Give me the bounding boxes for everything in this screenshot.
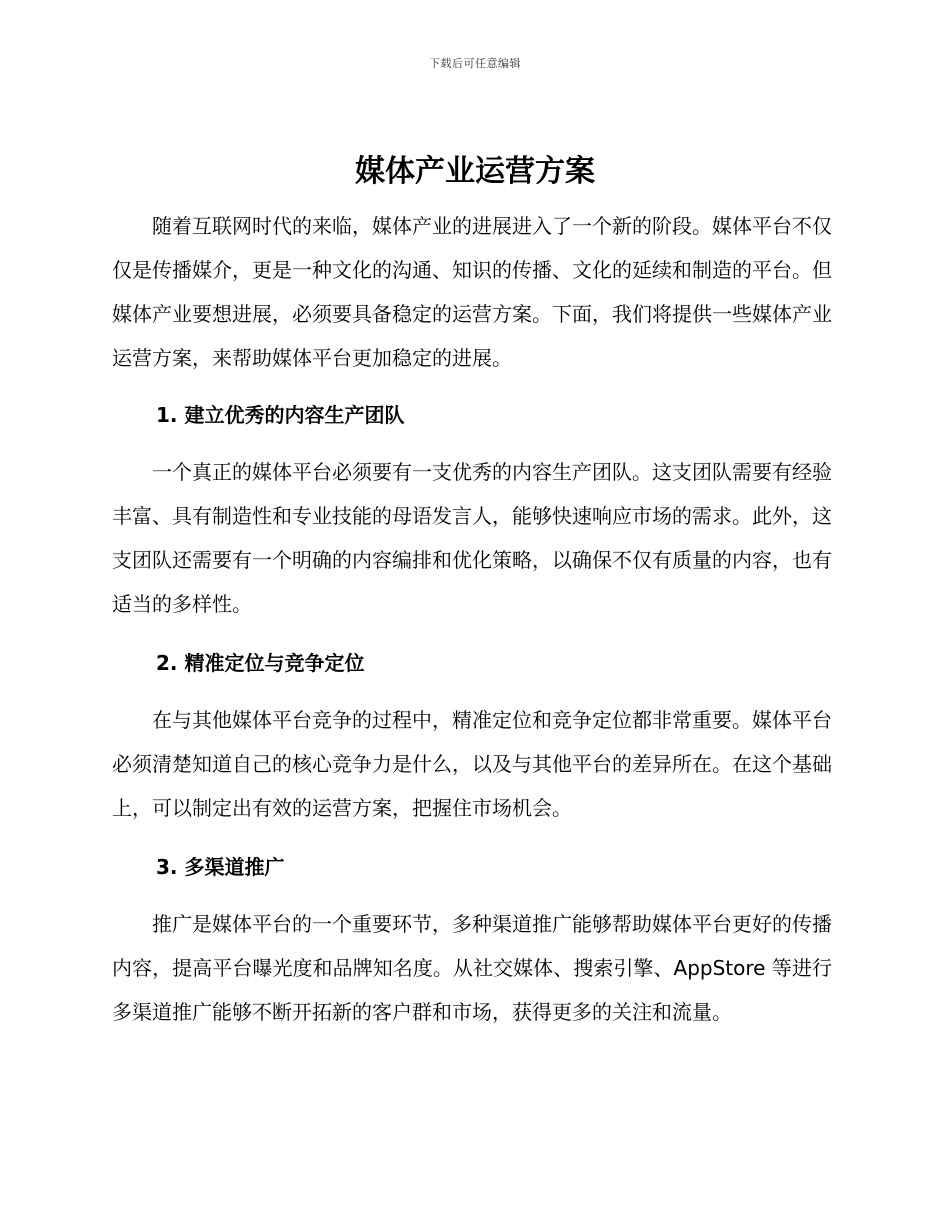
document-body (112, 204, 832, 1034)
intro-paragraph: 随着互联网时代的来临，媒体产业的进展进入了一个新的阶段。媒体平台不仅仅是传播媒介，更是一种文化的沟通、知识的传播、文化的延续和制造的平台。但媒体产业要想进展，必须要具备稳定的运营方案。下面，我们将提供一些媒体产业运营方案，来帮助媒体平台更加稳定的进展。 (112, 214, 832, 370)
section-heading-1: 1. 建立优秀的内容生产团队 (156, 403, 405, 427)
page-header-note: 下载后可任意编辑 (429, 57, 521, 70)
section-body-2: 在与其他媒体平台竞争的过程中，精准定位和竞争定位都非常重要。媒体平台必须清楚知道自己的核心竞争力是什么，以及与其他平台的差异所在。在这个基础上，可以制定出有效的运营方案，把握住市场机会。 (112, 708, 832, 820)
section-heading-3: 3. 多渠道推广 (156, 855, 285, 879)
section-body-1: 一个真正的媒体平台必须要有一支优秀的内容生产团队。这支团队需要有经验丰富、具有制造性和专业技能的母语发言人，能够快速响应市场的需求。此外，这支团队还需要有一个明确的内容编排和优化策略，以确保不仅有质量的内容，也有适当的多样性。 (112, 460, 832, 616)
section-body-3: 推广是媒体平台的一个重要环节，多种渠道推广能够帮助媒体平台更好的传播内容，提高平台曝光度和品牌知名度。从社交媒体、搜索引擎、AppStore 等进行多渠道推广能够不断开拓新的客户群和市场，获得更多的关注和流量。 (112, 912, 832, 1024)
page-title: 媒体产业运营方案 (355, 154, 595, 189)
section-heading-2: 2. 精准定位与竞争定位 (156, 651, 365, 675)
